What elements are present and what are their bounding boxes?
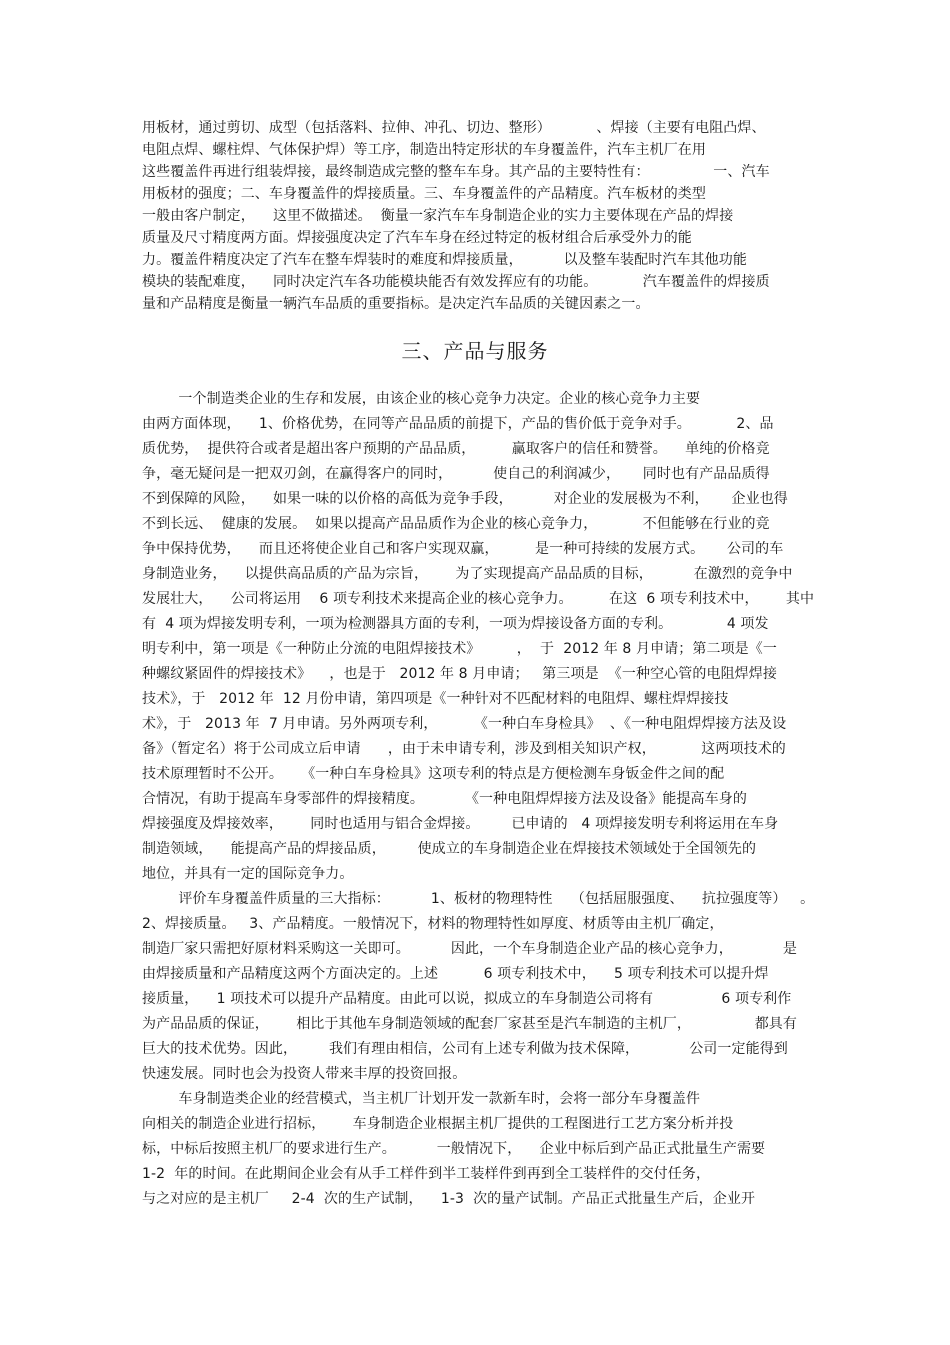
text-line: 与之对应的是主机厂 2-4 次的生产试制， 1-3 次的量产试制。产品正式批量生产后，企业开: [142, 1191, 756, 1207]
text-line: 地位，并具有一定的国际竞争力。: [142, 866, 354, 882]
text-line: 种螺纹紧固件的焊接技术》 ，也是于 2012 年 8 月申请； 第三项是 《一种空心管的电阻焊焊接: [142, 666, 777, 682]
text-line: 技术》，于 2012 年 12 月份申请，第四项是《一种针对不匹配材料的电阻焊、螺柱焊焊接技: [142, 691, 729, 707]
text-line: 巨大的技术优势。因此， 我们有理由相信，公司有上述专利做为技术保障， 公司一定能得到: [142, 1041, 788, 1057]
text-line: 量和产品精度是衡量一辆汽车品质的重要指标。是决定汽车品质的关键因素之一。: [142, 296, 650, 312]
text-line: 力。覆盖件精度决定了汽车在整车焊装时的难度和焊接质量， 以及整车装配时汽车其他功能: [142, 252, 747, 268]
text-line: 争中保持优势， 而且还将使企业自己和客户实现双赢， 是一种可持续的发展方式。 公司的车: [142, 541, 784, 557]
text-line: 快速发展。同时也会为投资人带来丰厚的投资回报。: [142, 1066, 467, 1082]
text-line: 备》（暂定名）将于公司成立后申请 ，由于未申请专利，涉及到相关知识产权， 这两项技术的: [142, 741, 786, 757]
text-line: 为产品品质的保证， 相比于其他车身制造领域的配套厂家甚至是汽车制造的主机厂， 都具有: [142, 1016, 798, 1032]
text-line: 向相关的制造企业进行招标， 车身制造企业根据主机厂提供的工程图进行工艺方案分析并投: [142, 1116, 734, 1132]
text-line: 制造领域， 能提高产品的焊接品质， 使成立的车身制造企业在焊接技术领域处于全国领先的: [142, 841, 757, 857]
text-line: 质量及尺寸精度两方面。焊接强度决定了汽车车身在经过特定的板材组合后承受外力的能: [142, 230, 692, 246]
text-line: 评价车身覆盖件质量的三大指标： 1、板材的物理特性 （包括屈服强度、 抗拉强度等） 。: [142, 891, 815, 907]
text-line: 明专利中，第一项是《一种防止分流的电阻焊接技术》 ， 于 2012 年 8 月申请；第二项是《一: [142, 641, 777, 657]
text-line: 一个制造类企业的生存和发展，由该企业的核心竞争力决定。企业的核心竞争力主要: [142, 391, 701, 407]
text-line: 合情况，有助于提高车身零部件的焊接精度。 《一种电阻焊焊接方法及设备》能提高车身的: [142, 791, 747, 807]
text-line: 车身制造类企业的经营模式，当主机厂计划开发一款新车时，会将一部分车身覆盖件: [142, 1091, 701, 1107]
text-line: 由两方面体现， 1、价格优势，在同等产品品质的前提下，产品的售价低于竞争对手。 2、品: [142, 416, 774, 432]
text-line: 用板材，通过剪切、成型（包括落料、拉伸、冲孔、切边、整形） 、焊接（主要有电阻凸焊、: [142, 120, 766, 136]
section-heading: 三、产品与服务: [401, 339, 549, 363]
text-line: 有 4 项为焊接发明专利，一项为检测器具方面的专利，一项为焊接设备方面的专利。 4 项发: [142, 616, 769, 632]
text-line: 模块的装配难度， 同时决定汽车各功能模块能否有效发挥应有的功能。 汽车覆盖件的焊接质: [142, 274, 770, 290]
text-line: 不到长远、 健康的发展。 如果以提高产品品质作为企业的核心竞争力， 不但能够在行业的竞: [142, 516, 770, 532]
text-line: 焊接强度及焊接效率， 同时也适用与铝合金焊接。 已申请的 4 项焊接发明专利将运用在车身: [142, 816, 779, 832]
text-line: 用板材的强度；二、车身覆盖件的焊接质量。三、车身覆盖件的产品精度。汽车板材的类型: [142, 186, 706, 202]
text-line: 不到保障的风险， 如果一味的以价格的高低为竞争手段， 对企业的发展极为不利， 企业也得: [142, 491, 788, 507]
text-line: 质优势， 提供符合或者是超出客户预期的产品品质， 赢取客户的信任和赞誉。 单纯的价格竞: [142, 441, 770, 457]
text-line: 身制造业务， 以提供高品质的产品为宗旨， 为了实现提高产品品质的目标， 在激烈的竞争中: [142, 566, 793, 582]
text-line: 由焊接质量和产品精度这两个方面决定的。上述 6 项专利技术中， 5 项专利技术可以提升焊: [142, 966, 769, 982]
text-line: 发展壮大， 公司将运用 6 项专利技术来提高企业的核心竞争力。 在这 6 项专利技术中， 其中: [142, 591, 815, 607]
text-line: 1-2 年的时间。在此期间企业会有从手工样件到半工装样件到再到全工装样件的交付任务，: [142, 1166, 711, 1182]
text-line: 一般由客户制定， 这里不做描述。 衡量一家汽车车身制造企业的实力主要体现在产品的焊接: [142, 208, 734, 224]
text-line: 接质量， 1 项技术可以提升产品精度。由此可以说，拟成立的车身制造公司将有 6 项专利作: [142, 991, 792, 1007]
text-line: 技术原理暂时不公开。 《一种白车身检具》这项专利的特点是方便检测车身钣金件之间的配: [142, 766, 725, 782]
text-line: 电阻点焊、螺柱焊、气体保护焊）等工序，制造出特定形状的车身覆盖件，汽车主机厂在用: [142, 142, 706, 158]
text-line: 术》，于 2013 年 7 月申请。另外两项专利， 《一种白车身检具》 、《一种电阻焊焊接方法及设: [142, 716, 787, 732]
text-line: 标，中标后按照主机厂的要求进行生产。 一般情况下， 企业中标后到产品正式批量生产需要: [142, 1141, 766, 1157]
text-line: 这些覆盖件再进行组装焊接，最终制造成完整的整车车身。其产品的主要特性有： 一、汽车: [142, 164, 770, 180]
text-line: 争，毫无疑问是一把双刃剑，在赢得客户的同时， 使自己的利润减少， 同时也有产品品质得: [142, 466, 770, 482]
text-line: 制造厂家只需把好原材料采购这一关即可。 因此，一个车身制造企业产品的核心竞争力， 是: [142, 941, 798, 957]
text-line: 2、焊接质量。 3、产品精度。一般情况下，材料的物理特性如厚度、材质等由主机厂确定，: [142, 916, 724, 932]
